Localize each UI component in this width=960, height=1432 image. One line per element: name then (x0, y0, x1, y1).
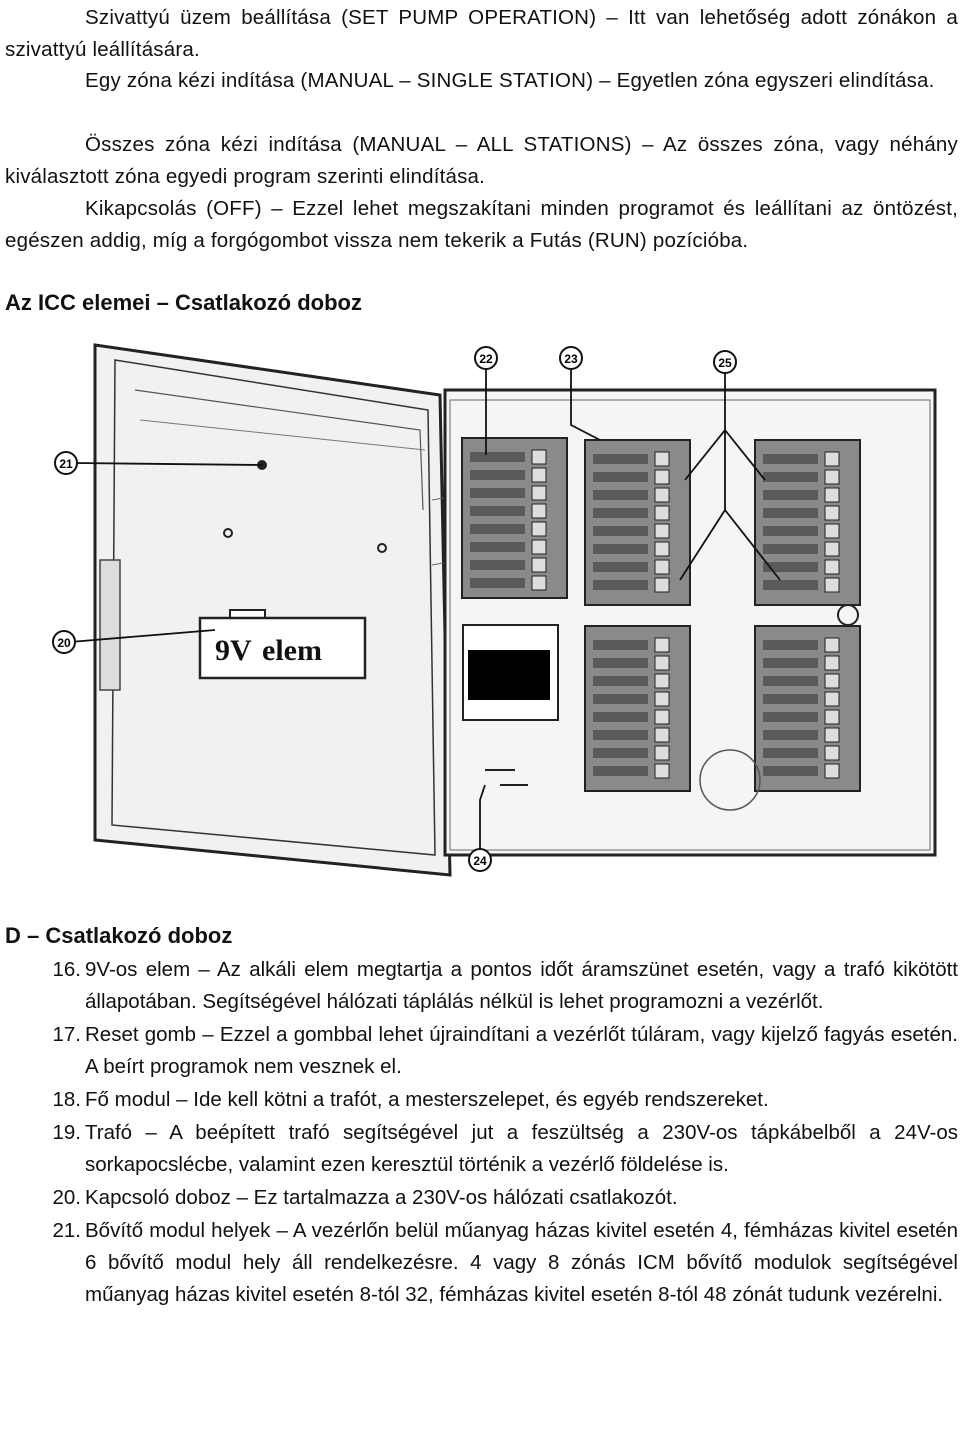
callout-22-label: 22 (479, 352, 493, 366)
list-item-number: 20. (52, 1186, 81, 1209)
subsection-title: D – Csatlakozó doboz (5, 923, 233, 948)
module-slot (585, 440, 690, 605)
section-title: Az ICC elemei – Csatlakozó doboz (5, 290, 362, 315)
callout-21 (55, 452, 77, 474)
battery-label (200, 610, 365, 678)
list-item-number: 21. (52, 1219, 81, 1242)
list-item (5, 1019, 958, 1083)
list-item (5, 954, 958, 1018)
module-slot (462, 438, 567, 598)
list-item-text: 9V-os elem – Az alkáli elem megtartja a pontos időt áramszünet esetén, vagy a trafó kikötött állapotában. Segítségével hálózati táplálás nélkül is lehet programozni a vezérlőt. (85, 958, 958, 1013)
list-item-text: Fő modul – Ide kell kötni a trafót, a mesterszelepet, és egyéb rendszereket. (85, 1088, 769, 1111)
intro-paragraph-off: Kikapcsolás (OFF) – Ezzel lehet megszakítani minden programot és leállítani az öntözést, egészen addig, míg a forgógombot vissza nem tekerik a Futás (RUN) pozícióba. (5, 197, 958, 252)
callout-23-label: 23 (564, 352, 578, 366)
list-item-number: 19. (52, 1121, 81, 1144)
list-item-text: Kapcsoló doboz – Ez tartalmazza a 230V-os hálózati csatlakozót. (85, 1186, 678, 1209)
transformer (463, 625, 558, 720)
door-panel (95, 345, 460, 875)
battery-label-9v: 9V (215, 634, 252, 667)
component-list (5, 954, 958, 1312)
module-slot (755, 626, 860, 791)
list-item-number: 18. (52, 1088, 81, 1111)
intro-paragraph-single-station: Egy zóna kézi indítása (MANUAL – SINGLE STATION) – Egyetlen zóna egyszeri elindítása. (85, 69, 935, 92)
callout-20 (53, 631, 75, 653)
list-item (5, 1182, 958, 1214)
callout-25-label: 25 (718, 356, 732, 370)
list-item (5, 1084, 958, 1116)
callout-24 (469, 849, 491, 871)
callout-23 (560, 347, 582, 369)
list-item-text: Trafó – A beépített trafó segítségével jut a feszültség a 230V-os tápkábelből a 24V-os sorkapocslécbe, valamint ezen keresztül történik a vezérlő földelése is. (85, 1121, 958, 1176)
callout-24-label: 24 (473, 854, 487, 868)
list-item-number: 16. (52, 958, 81, 981)
list-item (5, 1117, 958, 1181)
intro-paragraph-pump: Szivattyú üzem beállítása (SET PUMP OPERATION) – Itt van lehetőség adott zónákon a szivattyú leállítására. (5, 6, 958, 61)
list-item-text: Reset gomb – Ezzel a gombbal lehet újraindítani a vezérlőt túláram, vagy kijelző fagyás esetén. A beírt programok nem vesznek el. (85, 1023, 958, 1078)
callout-22 (475, 347, 497, 369)
module-slot (755, 440, 860, 605)
callout-25 (714, 351, 736, 373)
list-item (5, 1215, 958, 1311)
list-item-text: Bővítő modul helyek – A vezérlőn belül műanyag házas kivitel esetén 4, fémházas kivitel esetén 6 bővítő modul hely áll rendelkezésre. 4 vagy 8 zónás ICM bővítő modulok segítségével műanyag házas kivitel esetén 8-tól 32, fémházas kivitel esetén 8-tól 48 zónát tudunk vezérelni. (85, 1219, 958, 1306)
module-slot (585, 626, 690, 791)
junction-box-diagram (40, 330, 940, 880)
intro-paragraph-all-stations: Összes zóna kézi indítása (MANUAL – ALL STATIONS) – Az összes zóna, vagy néhány kiválasztott zóna egyedi program szerinti elindítása. (5, 133, 958, 188)
list-item-number: 17. (52, 1023, 81, 1046)
battery-label-elem: elem (262, 634, 322, 667)
callout-21-label: 21 (59, 457, 73, 471)
callout-20-label: 20 (57, 636, 71, 650)
